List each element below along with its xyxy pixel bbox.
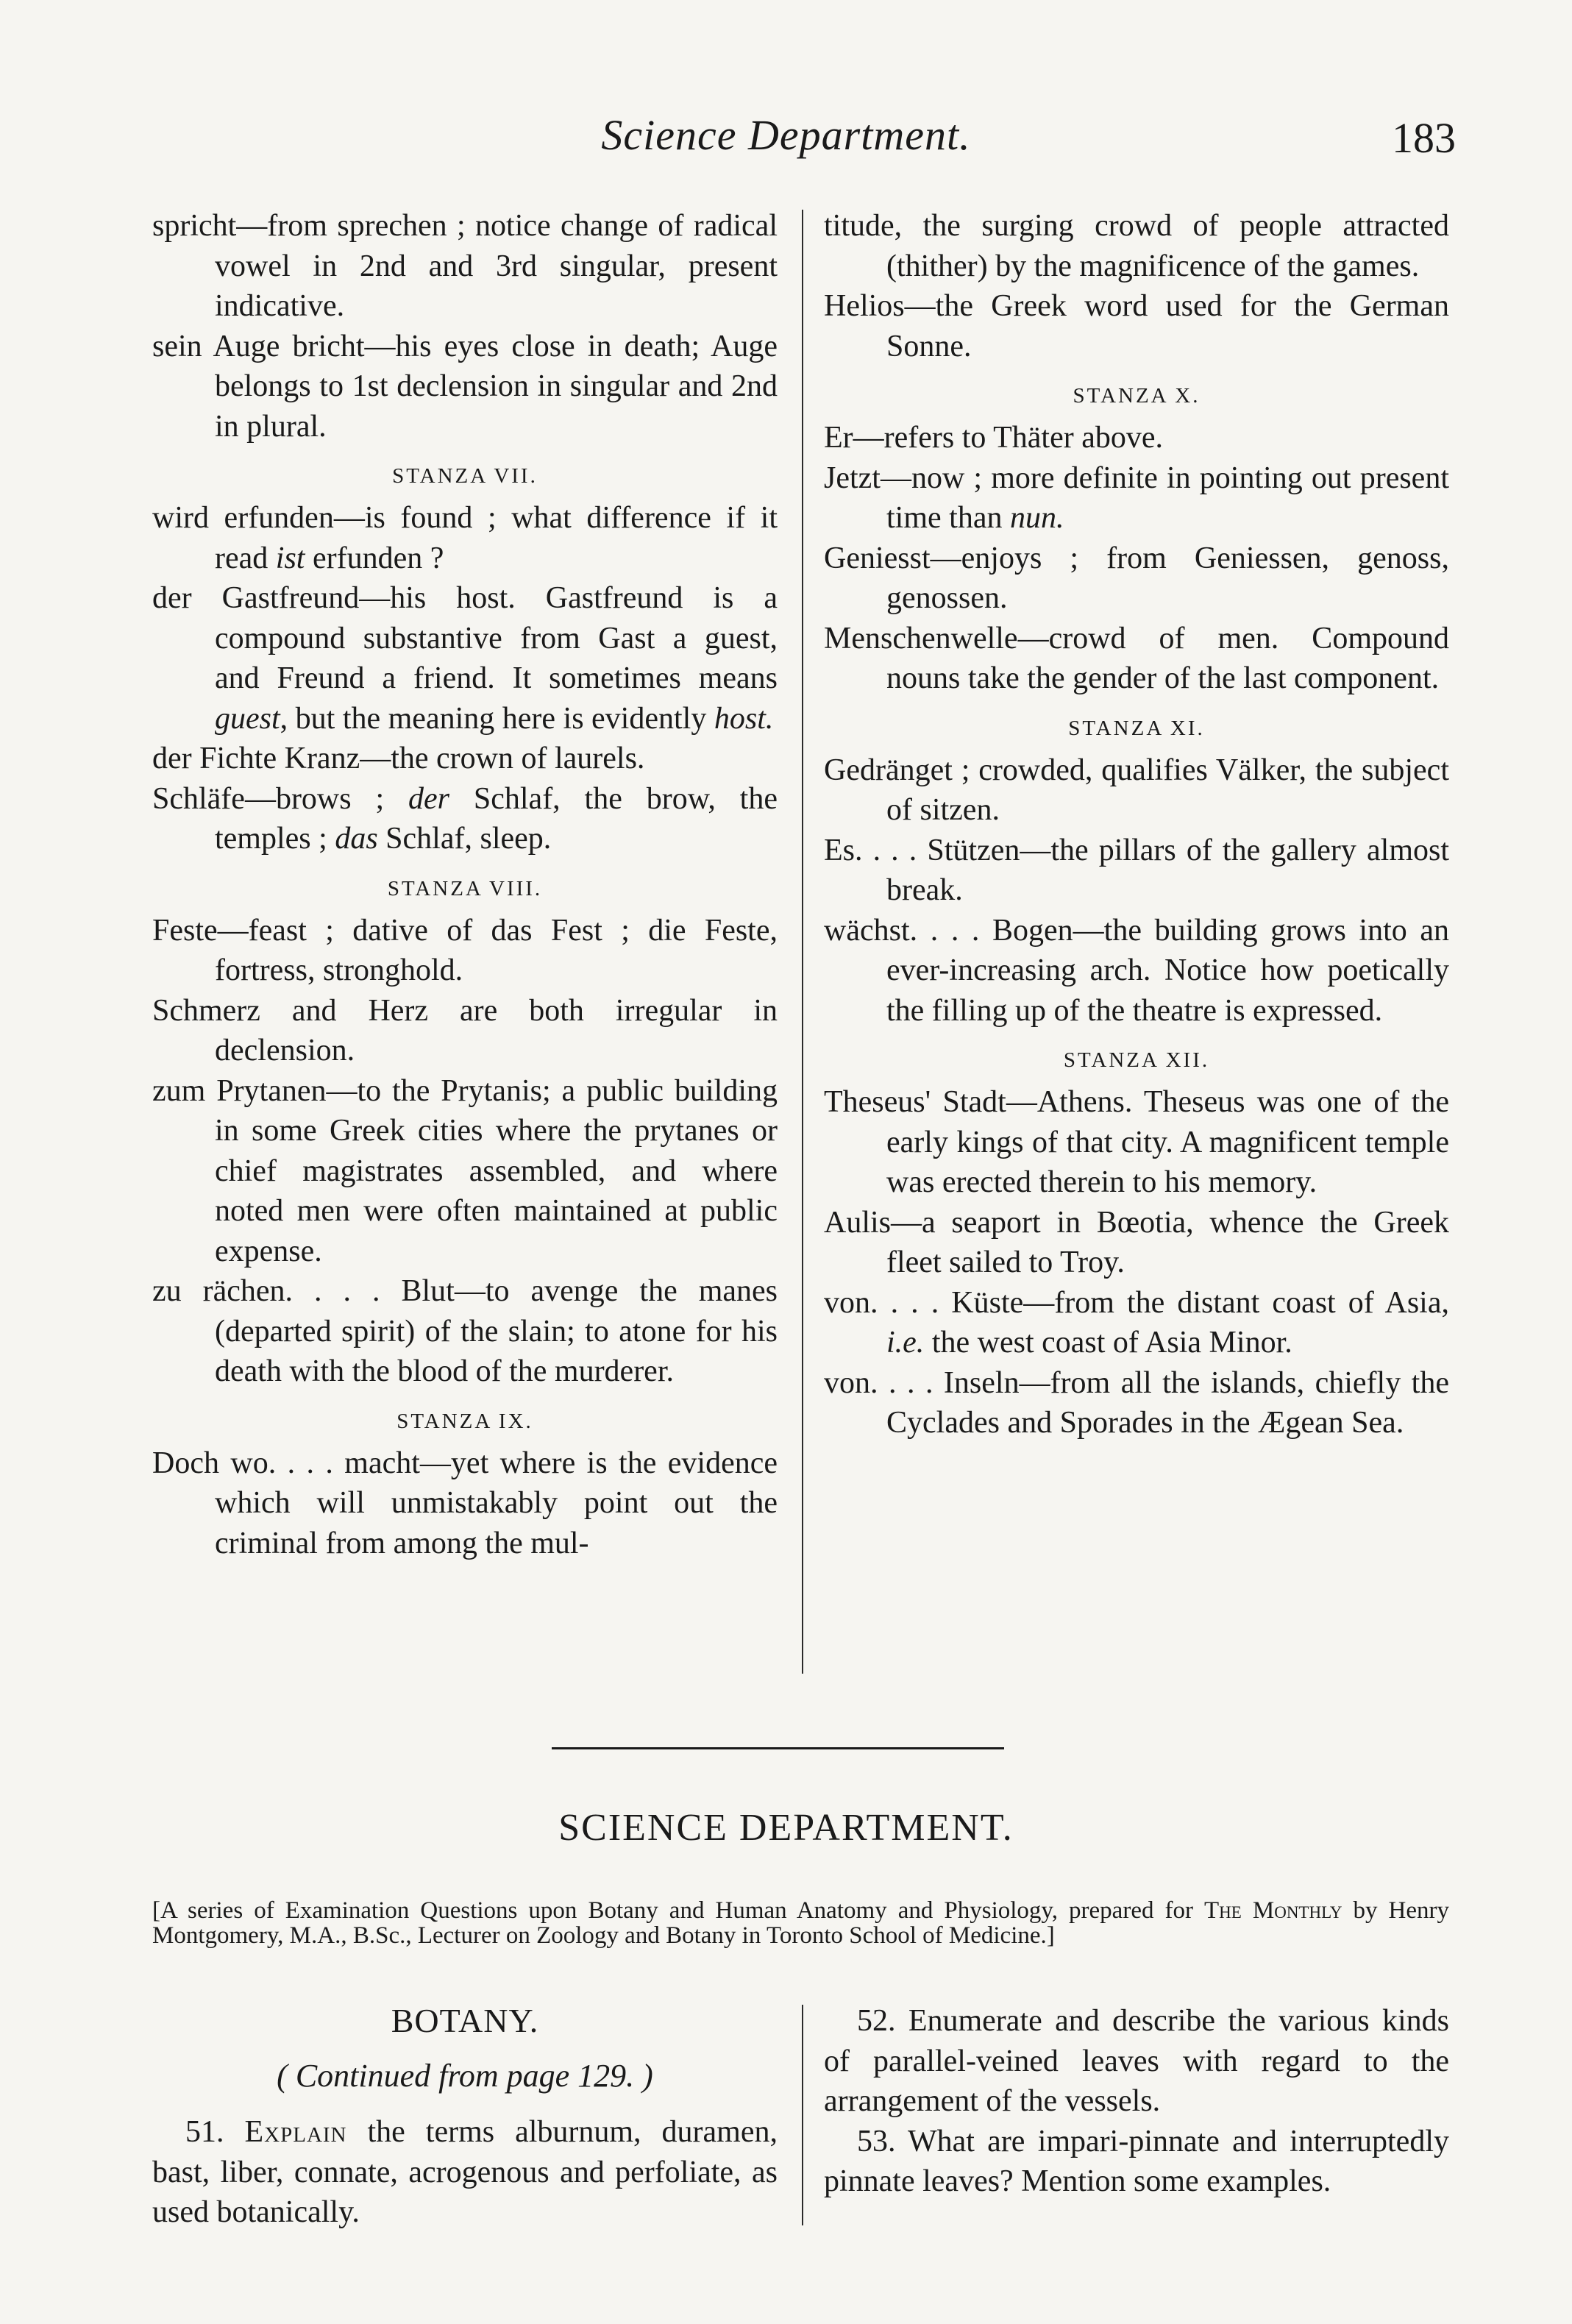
stanza-heading: STANZA XI. (1068, 716, 1205, 740)
notes-column-right (824, 206, 1449, 1443)
note-entry: Aulis—a seaport in Bœotia, whence the Greek fleet sailed to Troy. (824, 1205, 1449, 1279)
note-entry: zum Prytanen—to the Prytanis; a public building in some Greek cities where the prytanes or chief magistrates assembled, and where noted men were often maintained at public expense. (152, 1073, 778, 1268)
botany-column-right (824, 2001, 1449, 2202)
column-divider (802, 210, 803, 1674)
page-number: 183 (1392, 114, 1456, 162)
note-entry: Jetzt—now ; more definite in pointing out present time than nun. (824, 461, 1449, 535)
note-entry: von. . . . Küste—from the distant coast of Asia, i.e. the west coast of Asia Minor. (824, 1285, 1449, 1360)
note-entry: der Gastfreund—his host. Gastfreund is a compound substantive from Gast a guest, and Freund a friend. It sometimes means guest, but the meaning here is evidently host. (152, 581, 778, 736)
section-title: SCIENCE DEPARTMENT. (558, 1807, 1014, 1849)
note-entry: Helios—the Greek word used for the German Sonne. (824, 289, 1449, 363)
continued-note: ( Continued from page 129. ) (277, 2057, 653, 2094)
section-note: [A series of Examination Questions upon Botany and Human Anatomy and Physiology, prepared for The Monthly by Henry Montgomery, M.A., B.Sc., Lecturer on Zoology and Botany in Toronto School of Medicine.] (152, 1897, 1449, 1949)
note-entry: Theseus' Stadt—Athens. Theseus was one of the early kings of that city. A magnificent temple was erected therein to his memory. (824, 1085, 1449, 1199)
question-52: 52. Enumerate and describe the various kinds of parallel-veined leaves with regard to the arrangement of the vessels. (824, 2004, 1449, 2118)
note-entry: zu rächen. . . . Blut—to avenge the manes (departed spirit) of the slain; to atone for his death with the blood of the murderer. (152, 1274, 778, 1388)
question-51: 51. Explain the terms alburnum, duramen, bast, liber, connate, acrogenous and perfoliate, as used botanically. (152, 2115, 778, 2229)
note-entry: von. . . . Inseln—from all the islands, chiefly the Cyclades and Sporades in the Ægean Sea. (824, 1365, 1449, 1440)
note-entry: Geniesst—enjoys ; from Geniessen, genoss, genossen. (824, 541, 1449, 615)
note-entry: titude, the surging crowd of people attracted (thither) by the magnificence of the games. (824, 209, 1449, 283)
note-entry: wird erfunden—is found ; what difference if it read ist erfunden ? (152, 501, 778, 575)
note-entry: sein Auge bricht—his eyes close in death; Auge belongs to 1st declension in singular and 2nd in plural. (152, 329, 778, 444)
running-title: Science Department. (601, 111, 971, 159)
stanza-heading: STANZA IX. (396, 1409, 533, 1433)
note-entry: Er—refers to Thäter above. (824, 421, 1164, 455)
question-53: 53. What are impari-pinnate and interruptedly pinnate leaves? Mention some examples. (824, 2124, 1449, 2198)
stanza-heading: STANZA VIII. (387, 876, 543, 900)
stanza-heading: STANZA X. (1073, 384, 1201, 408)
stanza-heading: STANZA XII. (1063, 1048, 1210, 1072)
column-divider (802, 2005, 803, 2225)
note-entry: Feste—feast ; dative of das Fest ; die Feste, fortress, stronghold. (152, 913, 778, 987)
note-entry: Doch wo. . . . macht—yet where is the evidence which will unmistakably point out the criminal from among the mul- (152, 1446, 778, 1560)
note-entry: Gedränget ; crowded, qualifies Välker, the subject of sitzen. (824, 753, 1449, 827)
note-entry: Es. . . . Stützen—the pillars of the gallery almost break. (824, 833, 1449, 907)
note-entry: Schläfe—brows ; der Schlaf, the brow, the temples ; das Schlaf, sleep. (152, 781, 778, 856)
note-entry: wächst. . . . Bogen—the building grows into an ever-increasing arch. Notice how poetically the filling up of the theatre is expressed. (824, 913, 1449, 1028)
note-entry: Schmerz and Herz are both irregular in declension. (152, 993, 778, 1067)
note-entry: Menschenwelle—crowd of men. Compound nouns take the gender of the last component. (824, 621, 1449, 695)
stanza-heading: STANZA VII. (392, 464, 538, 488)
botany-title: BOTANY. (391, 2002, 539, 2039)
note-entry: der Fichte Kranz—the crown of laurels. (152, 742, 645, 775)
section-rule (552, 1747, 1004, 1749)
botany-column-left (152, 2001, 778, 2233)
note-entry: spricht—from sprechen ; notice change of radical vowel in 2nd and 3rd singular, present indicative. (152, 209, 778, 323)
notes-column-left (152, 206, 778, 1563)
page-header (0, 110, 1572, 177)
